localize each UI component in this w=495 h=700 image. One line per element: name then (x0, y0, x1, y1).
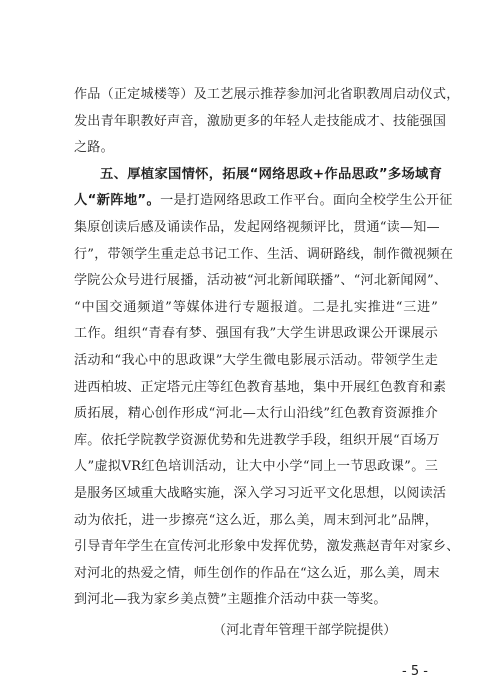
paragraph-text: 一是打造网络思政工作平台。面向全校学生公开征 (160, 193, 453, 209)
source-attribution: （河北青年管理干部学院提供） (213, 623, 397, 638)
paragraph-line: 作品（正定城楼等）及工艺展示推荐参加河北省职教周启动仪式， (74, 87, 460, 102)
paragraph-line: 到河北—我为家乡美点赞”主题推介活动中获一等奖。 (74, 592, 387, 608)
section-heading: 五、厚植家国情怀，拓展“网络思政+作品思政”多场域育 (100, 166, 443, 182)
paragraph-line: 进西柏坡、正定塔元庄等红色教育基地，集中开展红色教育和素 (74, 379, 447, 395)
paragraph-line: 质拓展，精心创作形成“河北—太行山沿线”红色教育资源推介 (74, 406, 438, 422)
paragraph-line: 人”虚拟VR红色培训活动，让大中小学“同上一节思政课”。三 (74, 459, 438, 475)
paragraph-line: 学院公众号进行展播，活动被“河北新闻联播”、“河北新闻网”、 (74, 273, 448, 289)
paragraph-line: 活动和“我心中的思政课”大学生微电影展示活动。带领学生走 (74, 353, 438, 368)
heading-continuation-line (74, 192, 453, 210)
paragraph-line: 之路。 (74, 140, 114, 156)
section-heading-tail: 人“新阵地”。 (74, 193, 161, 209)
paragraph-line: 行”，带领学生重走总书记工作、生活、调研路线，制作微视频在 (74, 246, 454, 262)
paragraph-line: 工作。组织“青春有梦、强国有我”大学生讲思政课公开课展示 (74, 326, 438, 342)
paragraph-line: 动为依托，进一步擦亮“这么近，那么美，周末到河北”品牌， (74, 512, 438, 528)
paragraph-line: 库。依托学院教学资源优势和先进教学手段，组织开展“百场万 (74, 432, 440, 448)
page-number: - 5 - (402, 664, 428, 679)
paragraph-line: “中国交通频道”等媒体进行专题报道。二是扎实推进“三进” (74, 299, 438, 315)
paragraph-line: 发出青年职教好声音，激励更多的年轻人走技能成才、技能强国 (74, 113, 447, 129)
paragraph-line: 是服务区域重大战略实施，深入学习习近平文化思想，以阅读活 (74, 486, 447, 501)
paragraph-line: 对河北的热爱之情，师生创作的作品在“这么近，那么美，周末 (74, 565, 440, 581)
paragraph-line: 集原创读后感及诵读作品，发起网络视频评比，贯通“读—知— (74, 220, 440, 235)
paragraph-line: 引导青年学生在宣传河北形象中发挥优势，激发燕赵青年对家乡、 (74, 539, 460, 555)
